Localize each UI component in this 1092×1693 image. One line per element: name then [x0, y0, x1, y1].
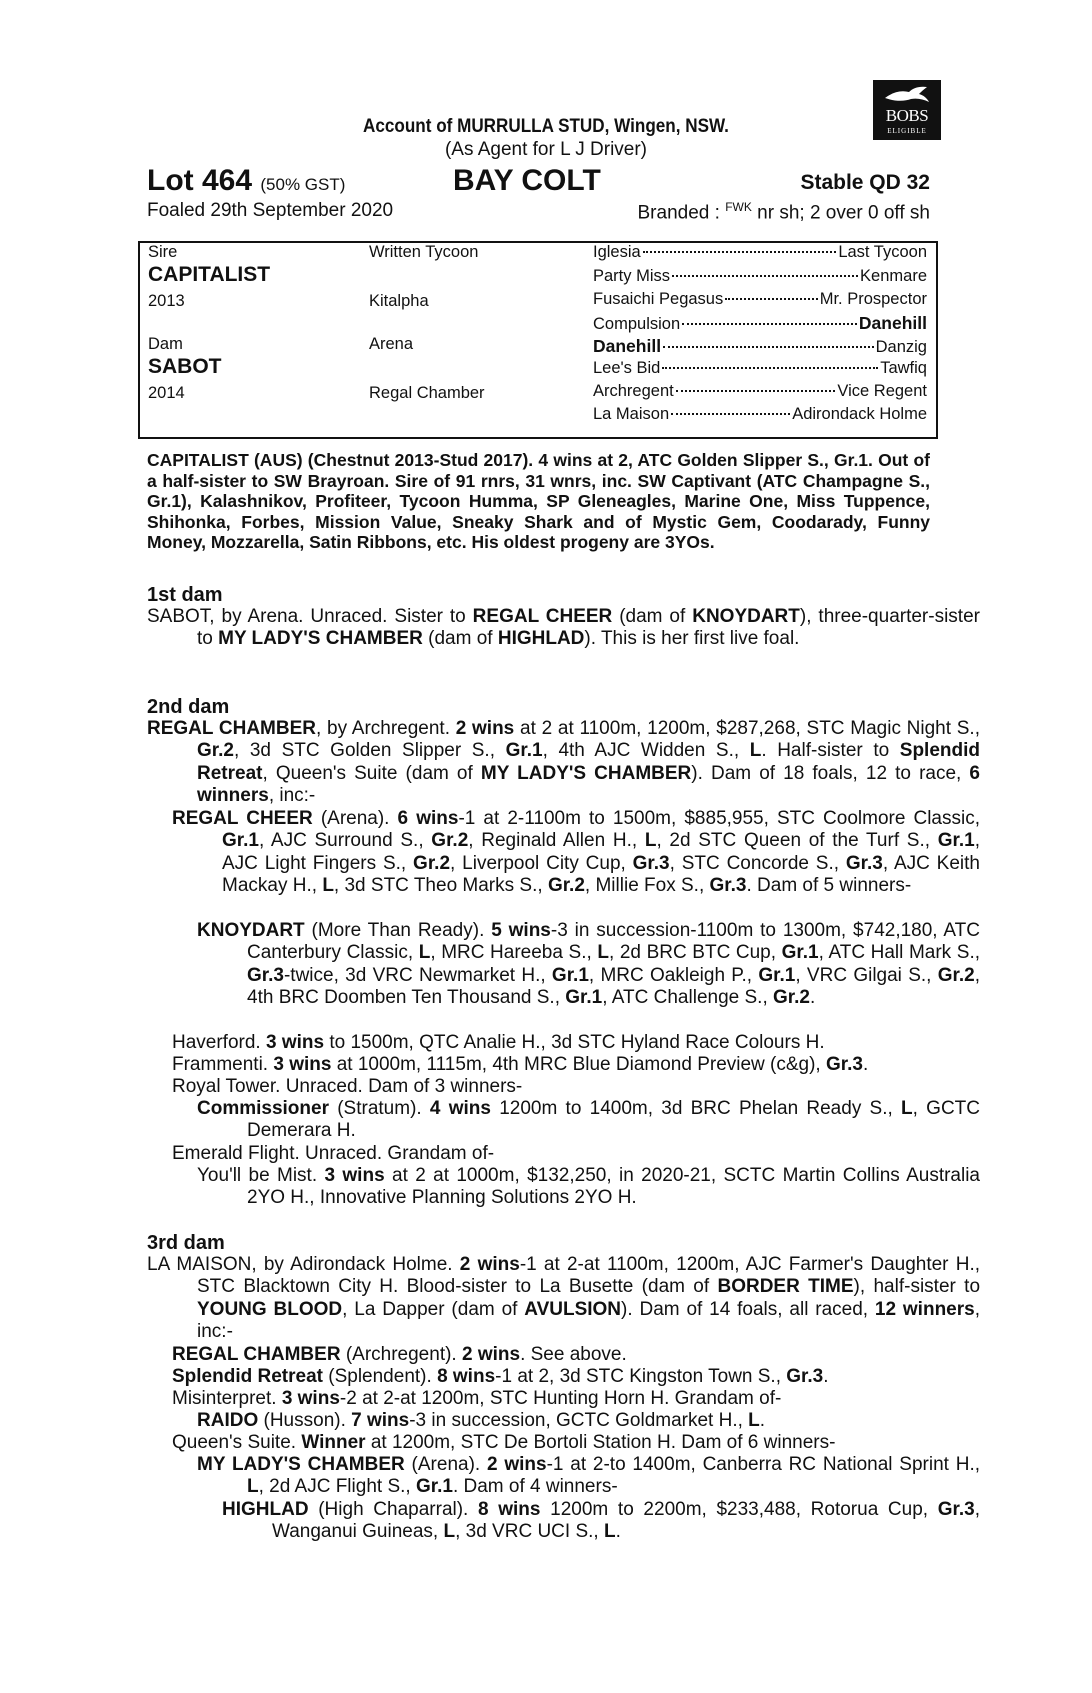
dam-name: SABOT: [148, 355, 222, 378]
ancestor-row: Danehill Danzig: [593, 336, 927, 356]
sire-label: Sire: [148, 243, 178, 261]
progeny-regal-cheer: REGAL CHEER (Arena). 6 wins-1 at 2-1100m to 1500m, $885,955, STC Coolmore Classic, Gr.1, AJC Surround S., Gr.2, Reginald Allen H., L, 2d STC Queen of the Turf S., Gr.1, AJC Light Fingers S., Gr.2, Liverpool City Cup, Gr.3, STC Concorde S., Gr.3, AJC Keith Mackay H., L, 3d STC Theo Marks S., Gr.2, Millie Fox S., Gr.3. Dam of 5 winners-: [172, 808, 981, 897]
progeny-queens-suite: Queen's Suite. Winner at 1200m, STC De Bortoli Station H. Dam of 6 winners-: [172, 1432, 836, 1453]
second-dam-text: REGAL CHAMBER, by Archregent. 2 wins at 2 at 1100m, 1200m, $287,268, STC Magic Night S., Gr.2, 3d STC Golden Slipper S., Gr.1, 4th AJC Widden S., L. Half-sister to Splendid Retreat, Queen's Suite (dam of MY LADY'S CHAMBER). Dam of 18 foals, 12 to race, 6 winners, inc:-: [147, 718, 980, 807]
dam-label: Dam: [148, 335, 183, 353]
dam-dam: Regal Chamber: [369, 384, 485, 402]
stable-number: Stable QD 32: [800, 171, 930, 194]
vendor-agent: (As Agent for L J Driver): [444, 139, 648, 160]
progeny-emerald-flight: Emerald Flight. Unraced. Grandam of-: [172, 1143, 495, 1164]
ancestor-row: Party Miss Kenmare: [593, 267, 927, 285]
ancestor-row: Iglesia Last Tycoon: [593, 243, 927, 261]
sire-sire: Written Tycoon: [369, 243, 479, 261]
sire-summary: CAPITALIST (AUS) (Chestnut 2013-Stud 2017). 4 wins at 2, ATC Golden Slipper S., Gr.1. Out of a half-sister to SW Brayroan. Sire of 91 rnrs, 31 wnrs, inc. SW Captivant (ATC Champagne S., Gr.1), Kalashnikov, Profiteer, Tycoon Humma, SP Gleneagles, Marine One, Miss Tuppence, Shihonka, Forbes, Mission Value, Sneaky Shark and of Mystic Gem, Coodarady, Funny Money, Mozzarella, Satin Ribbons, etc. His oldest progeny are 3YOs.: [147, 450, 930, 552]
ancestor-row: Archregent Vice Regent: [593, 382, 927, 400]
lot-number: [147, 164, 345, 198]
ancestor-row: La Maison Adirondack Holme: [593, 405, 927, 423]
horse-icon: [883, 84, 931, 106]
progeny-highlad: HIGHLAD (High Chaparral). 8 wins 1200m to 2200m, $233,488, Rotorua Cup, Gr.3, Wanganui Guineas, L, 3d VRC UCI S., L.: [222, 1499, 980, 1543]
sire-year: 2013: [148, 292, 185, 310]
sire-name: CAPITALIST: [148, 263, 271, 286]
progeny-haverford: Haverford. 3 wins to 1500m, QTC Analie H., 3d STC Hyland Race Colours H.: [172, 1032, 825, 1053]
progeny-commissioner: Commissioner (Stratum). 4 wins 1200m to 1400m, 3d BRC Phelan Ready S., L, GCTC Demerara H.: [197, 1098, 980, 1142]
foaled-date: Foaled 29th September 2020: [147, 200, 394, 221]
progeny-youll-be-mist: You'll be Mist. 3 wins at 2 at 1000m, $132,250, in 2020-21, SCTC Martin Collins Australia 2YO H., Innovative Planning Solutions 2YO H.: [197, 1165, 981, 1209]
progeny-raido: RAIDO (Husson). 7 wins-3 in succession, GCTC Goldmarket H., L.: [197, 1410, 766, 1431]
progeny-knoydart: KNOYDART (More Than Ready). 5 wins-3 in succession-1100m to 1300m, $742,180, ATC Canterbury Classic, L, MRC Hareeba S., L, 2d BRC BTC Cup, Gr.1, ATC Hall Mark S., Gr.3-twice, 3d VRC Newmarket H., Gr.1, MRC Oakleigh P., Gr.1, VRC Gilgai S., Gr.2, 4th BRC Doomben Ten Thousand S., Gr.1, ATC Challenge S., Gr.2.: [197, 920, 981, 1009]
progeny-frammenti: Frammenti. 3 wins at 1000m, 1115m, 4th MRC Blue Diamond Preview (c&g), Gr.3.: [172, 1054, 869, 1075]
dam-year: 2014: [148, 384, 185, 402]
first-dam-text: SABOT, by Arena. Unraced. Sister to REGAL CHEER (dam of KNOYDART), three-quarter-sister to MY LADY'S CHAMBER (dam of HIGHLAD). This is her first live foal.: [147, 606, 980, 650]
vendor-account: Account of MURRULLA STUD, Wingen, NSW.: [363, 116, 729, 137]
first-dam-heading: 1st dam: [147, 584, 223, 606]
ancestor-row: Lee's Bid Tawfiq: [593, 359, 927, 377]
gst-note: (50% GST): [260, 175, 346, 194]
brand-label: Branded :: [637, 202, 720, 224]
progeny-splendid-retreat: Splendid Retreat (Splendent). 8 wins-1 at 2, 3d STC Kingston Town S., Gr.3.: [172, 1366, 829, 1387]
progeny-misinterpret: Misinterpret. 3 wins-2 at 2-at 1200m, STC Hunting Horn H. Grandam of-: [172, 1388, 782, 1409]
brand-info: [590, 200, 930, 224]
second-dam-heading: 2nd dam: [147, 696, 230, 718]
pedigree-table: [138, 241, 938, 439]
logo-text-eligible: ELIGIBLE: [887, 127, 927, 135]
dam-sire: Arena: [369, 335, 414, 353]
ancestor-row: Compulsion Danehill: [593, 313, 927, 333]
progeny-royal-tower: Royal Tower. Unraced. Dam of 3 winners-: [172, 1076, 523, 1097]
sire-dam: Kitalpha: [369, 292, 429, 310]
logo-text-bobs: BOBS: [885, 106, 929, 125]
progeny-my-ladys-chamber: MY LADY'S CHAMBER (Arena). 2 wins-1 at 2-to 1400m, Canberra RC National Sprint H., L, 2d AJC Flight S., Gr.1. Dam of 4 winners-: [197, 1454, 981, 1498]
ancestor-row: Fusaichi Pegasus Mr. Prospector: [593, 290, 927, 308]
brand-text: nr sh; 2 over 0 off sh: [757, 202, 930, 224]
third-dam-text: LA MAISON, by Adirondack Holme. 2 wins-1 at 2-at 1100m, 1200m, AJC Farmer's Daughter H., STC Blacktown City H. Blood-sister to La Busette (dam of BORDER TIME), half-sister to YOUNG BLOOD, La Dapper (dam of AVULSION). Dam of 14 foals, all raced, 12 winners, inc:-: [147, 1254, 981, 1343]
third-dam-heading: 3rd dam: [147, 1232, 225, 1254]
lot-label: Lot 464: [147, 164, 253, 197]
progeny-regal-chamber: REGAL CHAMBER (Archregent). 2 wins. See above.: [172, 1344, 627, 1365]
brand-mark: FWK: [725, 200, 752, 214]
lot-title: BAY COLT: [453, 164, 601, 197]
